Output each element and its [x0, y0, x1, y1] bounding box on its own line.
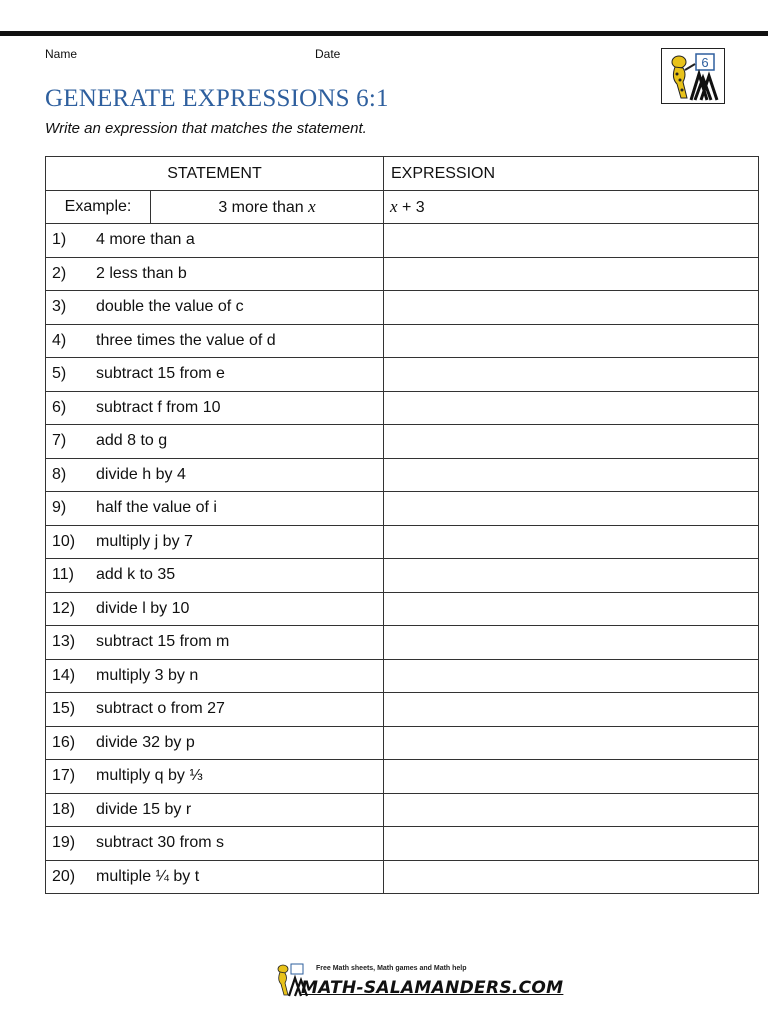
expression-answer-cell[interactable]: [384, 358, 759, 392]
table-row: [46, 324, 759, 358]
table-row: [46, 793, 759, 827]
expression-answer-cell[interactable]: [384, 257, 759, 291]
example-statement: [151, 191, 384, 224]
statement-cell: [46, 291, 384, 325]
question-number: 7): [52, 432, 67, 450]
table-row: [46, 358, 759, 392]
question-number: 15): [52, 700, 76, 718]
statement-cell: [46, 726, 384, 760]
statement-cell: [46, 626, 384, 660]
page-title: GENERATE EXPRESSIONS 6:1: [45, 85, 389, 112]
salamander-logo-icon: [661, 48, 725, 104]
table-row: [46, 425, 759, 459]
question-number: 5): [52, 365, 67, 383]
statement-text: double the value of c: [96, 298, 244, 316]
footer-site-link[interactable]: MATH-SALAMANDERS.COM: [301, 978, 564, 998]
question-number: 10): [52, 532, 76, 550]
table-row: [46, 626, 759, 660]
expression-answer-cell[interactable]: [384, 559, 759, 593]
statement-cell: [46, 827, 384, 861]
statement-cell: [46, 860, 384, 894]
table-row: [46, 559, 759, 593]
question-number: 12): [52, 599, 76, 617]
expression-answer-cell[interactable]: [384, 659, 759, 693]
example-expression: [384, 191, 759, 224]
statement-cell: [46, 224, 384, 258]
date-label: Date: [315, 47, 341, 61]
statement-cell: [46, 425, 384, 459]
statement-cell: [46, 358, 384, 392]
expression-answer-cell[interactable]: [384, 860, 759, 894]
expression-answer-cell[interactable]: [384, 291, 759, 325]
question-number: 8): [52, 465, 67, 483]
table-row: [46, 257, 759, 291]
question-number: 4): [52, 331, 67, 349]
question-number: 9): [52, 499, 67, 517]
statement-text: multiply 3 by n: [96, 666, 199, 684]
example-label: Example:: [46, 191, 151, 224]
statement-text: half the value of i: [96, 499, 217, 517]
question-number: 13): [52, 633, 76, 651]
question-number: 6): [52, 398, 67, 416]
statement-text: multiple ¼ by t: [96, 867, 200, 885]
top-rule: [0, 31, 768, 36]
table-row: [46, 391, 759, 425]
expression-answer-cell[interactable]: [384, 793, 759, 827]
table-row: [46, 291, 759, 325]
statement-cell: [46, 693, 384, 727]
statement-cell: [46, 793, 384, 827]
example-expression-text: + 3: [397, 199, 425, 216]
statement-cell: [46, 559, 384, 593]
statement-cell: [46, 324, 384, 358]
table-row: [46, 224, 759, 258]
statement-text: subtract 30 from s: [96, 834, 225, 852]
expression-answer-cell[interactable]: [384, 827, 759, 861]
statement-text: multiply q by ⅓: [96, 767, 203, 785]
example-expression-variable: x: [390, 197, 398, 216]
statement-text: 2 less than b: [96, 264, 187, 282]
expression-answer-cell[interactable]: [384, 425, 759, 459]
question-number: 1): [52, 231, 67, 249]
table-row: [46, 525, 759, 559]
statement-text: subtract f from 10: [96, 398, 221, 416]
statement-text: divide h by 4: [96, 465, 186, 483]
question-number: 14): [52, 666, 76, 684]
question-number: 18): [52, 800, 76, 818]
expression-answer-cell[interactable]: [384, 224, 759, 258]
statement-text: divide 32 by p: [96, 733, 195, 751]
statement-text: divide 15 by r: [96, 800, 192, 818]
expression-answer-cell[interactable]: [384, 458, 759, 492]
statement-column-header: STATEMENT: [46, 157, 384, 191]
question-number: 19): [52, 834, 76, 852]
expression-answer-cell[interactable]: [384, 760, 759, 794]
statement-cell: [46, 492, 384, 526]
table-row: [46, 760, 759, 794]
example-statement-variable: x: [308, 197, 316, 216]
statement-text: multiply j by 7: [96, 532, 193, 550]
table-row: [46, 492, 759, 526]
question-number: 3): [52, 298, 67, 316]
statement-cell: [46, 391, 384, 425]
table-row: [46, 659, 759, 693]
statement-text: three times the value of d: [96, 331, 276, 349]
question-number: 11): [52, 566, 74, 584]
statement-text: add 8 to g: [96, 432, 168, 450]
instructions: Write an expression that matches the statement.: [45, 120, 367, 137]
example-row: [46, 191, 759, 224]
question-number: 16): [52, 733, 76, 751]
expression-answer-cell[interactable]: [384, 391, 759, 425]
question-number: 20): [52, 867, 76, 885]
question-number: 17): [52, 767, 76, 785]
expression-answer-cell[interactable]: [384, 592, 759, 626]
expression-answer-cell[interactable]: [384, 525, 759, 559]
expressions-table: [45, 156, 759, 894]
statement-cell: [46, 760, 384, 794]
statement-text: 4 more than a: [96, 231, 195, 249]
statement-text: subtract 15 from e: [96, 365, 225, 383]
statement-text: subtract 15 from m: [96, 633, 230, 651]
statement-text: add k to 35: [96, 566, 176, 584]
footer-tagline: Free Math sheets, Math games and Math help: [316, 965, 467, 972]
statement-cell: [46, 458, 384, 492]
name-label: Name: [45, 47, 78, 61]
table-row: [46, 458, 759, 492]
statement-text: subtract o from 27: [96, 700, 225, 718]
expression-column-header: EXPRESSION: [384, 157, 759, 191]
footer-branding: [271, 962, 564, 1002]
statement-cell: [46, 659, 384, 693]
table-row: [46, 827, 759, 861]
table-row: [46, 726, 759, 760]
statement-cell: [46, 525, 384, 559]
example-statement-text: 3 more than: [218, 199, 309, 216]
table-row: [46, 860, 759, 894]
expression-answer-cell[interactable]: [384, 324, 759, 358]
statement-text: divide l by 10: [96, 599, 190, 617]
statement-cell: [46, 257, 384, 291]
question-number: 2): [52, 264, 67, 282]
expression-answer-cell[interactable]: [384, 492, 759, 526]
logo-grade-number: 6: [701, 55, 709, 70]
table-row: [46, 693, 759, 727]
expression-answer-cell[interactable]: [384, 626, 759, 660]
statement-cell: [46, 592, 384, 626]
table-row: [46, 592, 759, 626]
table-header-row: [46, 157, 759, 191]
expression-answer-cell[interactable]: [384, 693, 759, 727]
expression-answer-cell[interactable]: [384, 726, 759, 760]
